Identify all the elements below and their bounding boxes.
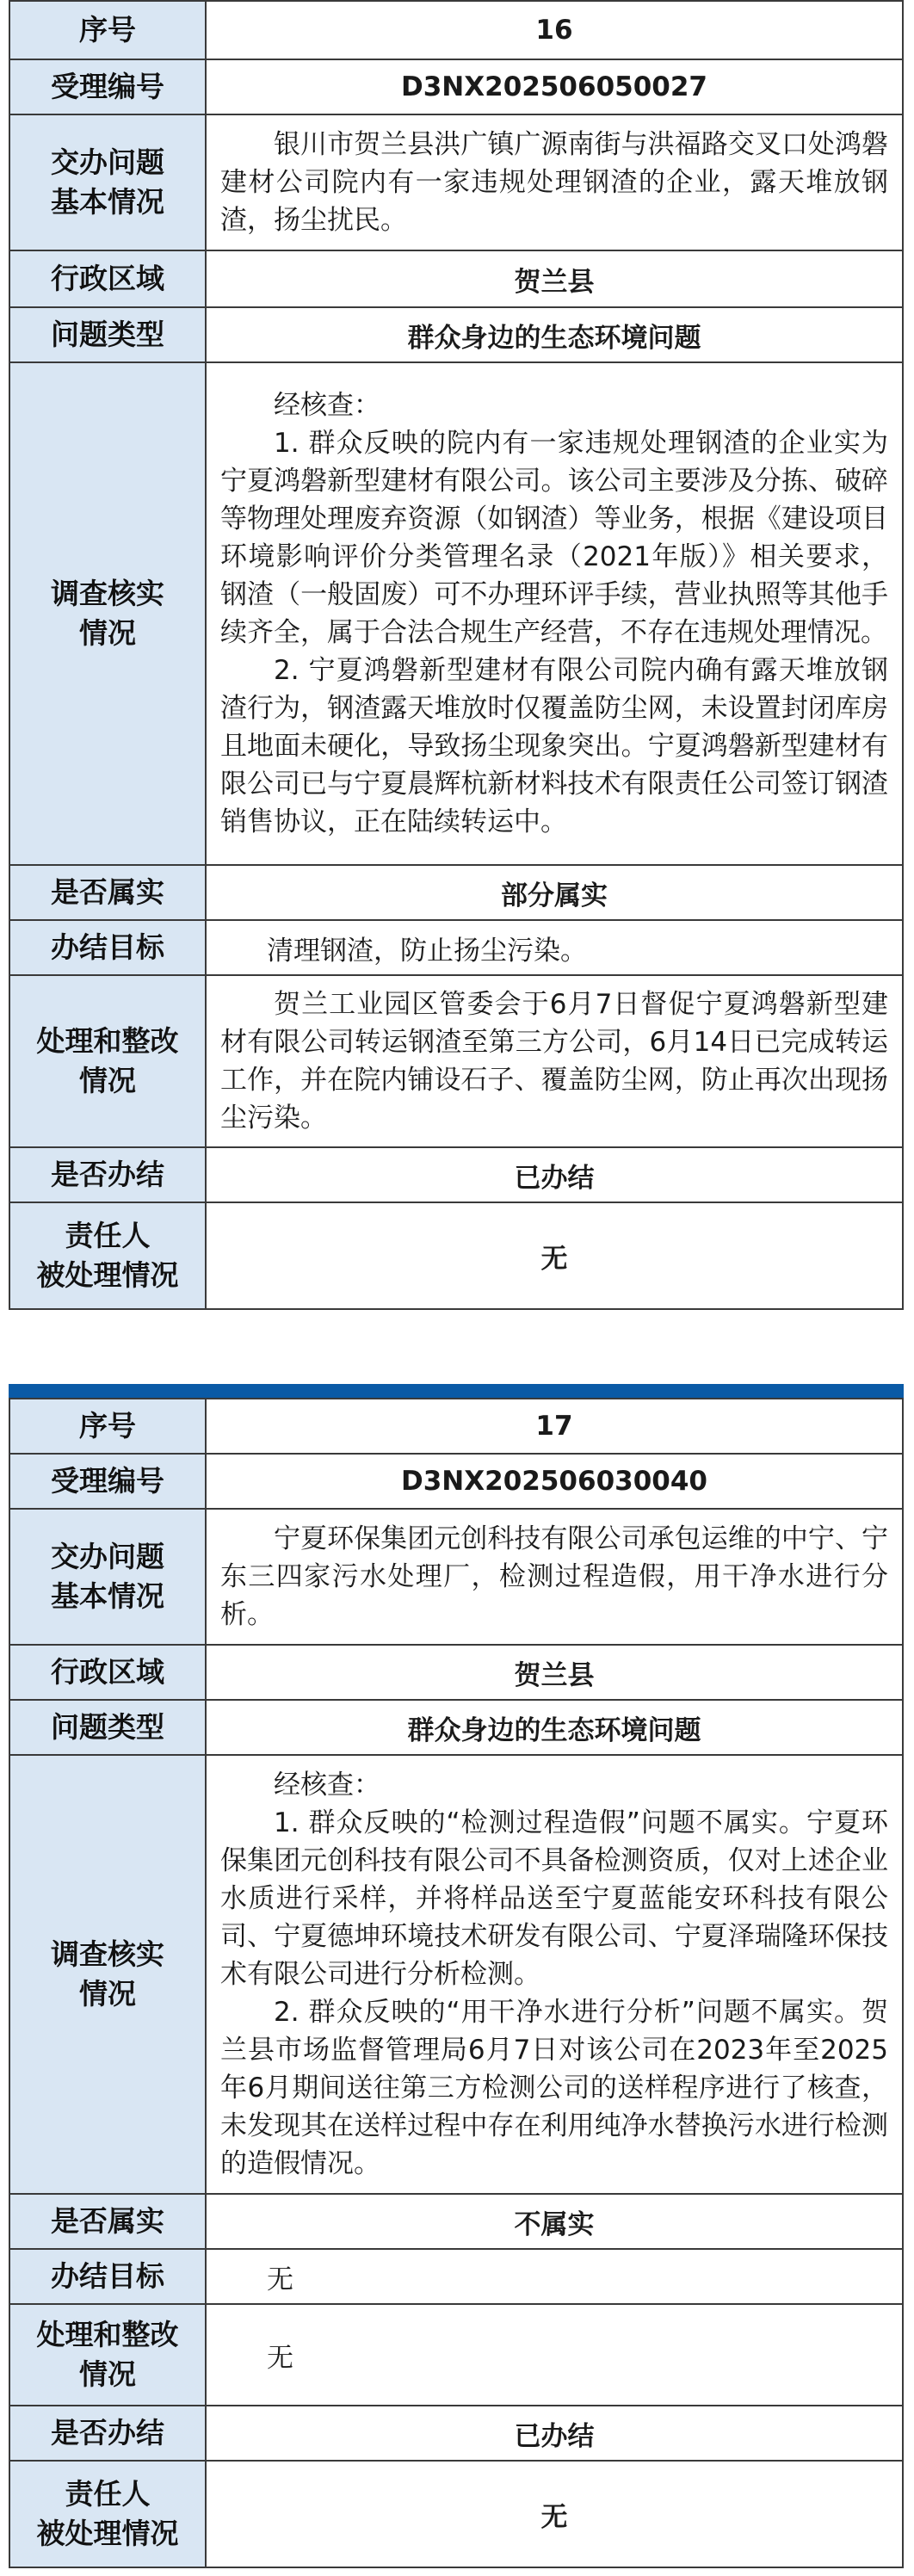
issue-label: 交办问题基本情况: [9, 114, 206, 250]
row-type: [9, 307, 903, 362]
id-label: 受理编号: [9, 59, 206, 114]
row-investigation: [9, 362, 903, 865]
verified-label: 是否属实: [9, 865, 206, 920]
case-table: [9, 1398, 904, 2568]
serial-value: 17: [206, 1399, 903, 1454]
serial-label: 序号: [9, 1, 206, 59]
closed-value: 已办结: [206, 2406, 903, 2461]
row-verified: [9, 865, 903, 920]
row-serial: [9, 1, 903, 59]
investigation-point-1: 1. 群众反映的“检测过程造假”问题不属实。宁夏环保集团元创科技有限公司不具备检测资质，仅对上述企业水质进行采样，并将样品送至宁夏蓝能安环科技有限公司、宁夏德坤环境技术研发有限公司、宁夏泽瑞隆环保技术有限公司进行分析检测。: [220, 1807, 888, 1990]
region-value: 贺兰县: [206, 1645, 903, 1700]
goal-label: 办结目标: [9, 2249, 206, 2304]
serial-label: 序号: [9, 1399, 206, 1454]
verified-value: 部分属实: [206, 865, 903, 920]
id-value: D3NX202506030040: [206, 1454, 903, 1509]
goal-value: 清理钢渣，防止扬尘污染。: [206, 920, 903, 975]
goal-value: 无: [206, 2249, 903, 2304]
row-id: [9, 59, 903, 114]
accountable-label-line-2: 被处理情况: [36, 2517, 179, 2550]
row-verified: [9, 2194, 903, 2249]
closed-value: 已办结: [206, 1147, 903, 1202]
row-closed: [9, 1147, 903, 1202]
issue-text: 宁夏环保集团元创科技有限公司承包运维的中宁、宁东三四家污水处理厂，检测过程造假，用干净水进行分析。: [220, 1523, 888, 1630]
rectify-text: 贺兰工业园区管委会于6月7日督促宁夏鸿磐新型建材有限公司转运钢渣至第三方公司，6月14日已完成转运工作，并在院内铺设石子、覆盖防尘网，防止再次出现扬尘污染。: [220, 989, 888, 1134]
row-goal: [9, 2249, 903, 2304]
row-accountable: [9, 2461, 903, 2567]
row-region: [9, 250, 903, 307]
investigation-point-1: 1. 群众反映的院内有一家违规处理钢渣的企业实为宁夏鸿磐新型建材有限公司。该公司主要涉及分拣、破碎等物理处理废弃资源（如钢渣）等业务，根据《建设项目环境影响评价分类管理名录（2021年版）》相关要求，钢渣（一般固废）可不办理环评手续，营业执照等其他手续齐全，属于合法合规生产经营，不存在违规处理情况。: [220, 428, 888, 648]
investigation-intro: 经核查：: [274, 390, 380, 421]
accountable-label: [9, 1202, 206, 1309]
row-investigation: [9, 1755, 903, 2194]
type-value: 群众身边的生态环境问题: [206, 307, 903, 362]
verified-value: 不属实: [206, 2194, 903, 2249]
row-region: [9, 1645, 903, 1700]
rectify-value: 无: [206, 2304, 903, 2406]
region-label: 行政区域: [9, 250, 206, 307]
id-value: D3NX202506050027: [206, 59, 903, 114]
issue-cell: [206, 114, 903, 250]
investigation-cell: [206, 1755, 903, 2194]
row-closed: [9, 2406, 903, 2461]
type-value: 群众身边的生态环境问题: [206, 1700, 903, 1755]
accountable-value: 无: [206, 1202, 903, 1309]
case-table: [9, 0, 904, 1310]
accountable-label: [9, 2461, 206, 2567]
accountable-value: 无: [206, 2461, 903, 2567]
goal-label: 办结目标: [9, 920, 206, 975]
investigation-point-2: 2. 群众反映的“用干净水进行分析”问题不属实。贺兰县市场监督管理局6月7日对该公司在2023年至2025年6月期间送往第三方检测公司的送样程序进行了核查，未发现其在送样过程中存在利用纯净水替换污水进行检测的造假情况。: [220, 1997, 888, 2179]
closed-label: 是否办结: [9, 1147, 206, 1202]
row-accountable: [9, 1202, 903, 1309]
issue-text: 银川市贺兰县洪广镇广源南街与洪福路交叉口处鸿磐建材公司院内有一家违规处理钢渣的企业，露天堆放钢渣，扬尘扰民。: [220, 129, 888, 236]
rectify-label: 处理和整改情况: [9, 2304, 206, 2406]
rectify-label: 处理和整改情况: [9, 975, 206, 1147]
type-label: 问题类型: [9, 307, 206, 362]
issue-label: 交办问题基本情况: [9, 1509, 206, 1645]
investigation-label: 调查核实情况: [9, 362, 206, 865]
section-divider-bar: [9, 1384, 904, 1398]
investigation-label: 调查核实情况: [9, 1755, 206, 2194]
id-label: 受理编号: [9, 1454, 206, 1509]
accountable-label-line-1: 责任人: [65, 1219, 151, 1252]
row-issue: [9, 114, 903, 250]
investigation-point-2: 2. 宁夏鸿磐新型建材有限公司院内确有露天堆放钢渣行为，钢渣露天堆放时仅覆盖防尘网，未设置封闭库房且地面未硬化，导致扬尘现象突出。宁夏鸿磐新型建材有限公司已与宁夏晨辉杭新材料技术有限责任公司签订钢渣销售协议，正在陆续转运中。: [220, 655, 888, 837]
serial-value: 16: [206, 1, 903, 59]
row-goal: [9, 920, 903, 975]
investigation-cell: [206, 362, 903, 865]
issue-cell: [206, 1509, 903, 1645]
row-issue: [9, 1509, 903, 1645]
verified-label: 是否属实: [9, 2194, 206, 2249]
type-label: 问题类型: [9, 1700, 206, 1755]
row-serial: [9, 1399, 903, 1454]
row-rectify: [9, 975, 903, 1147]
accountable-label-line-1: 责任人: [65, 2477, 151, 2511]
investigation-intro: 经核查：: [274, 1770, 380, 1801]
rectify-cell: [206, 975, 903, 1147]
region-value: 贺兰县: [206, 250, 903, 307]
row-id: [9, 1454, 903, 1509]
row-rectify: [9, 2304, 903, 2406]
accountable-label-line-2: 被处理情况: [36, 1258, 179, 1292]
closed-label: 是否办结: [9, 2406, 206, 2461]
region-label: 行政区域: [9, 1645, 206, 1700]
row-type: [9, 1700, 903, 1755]
